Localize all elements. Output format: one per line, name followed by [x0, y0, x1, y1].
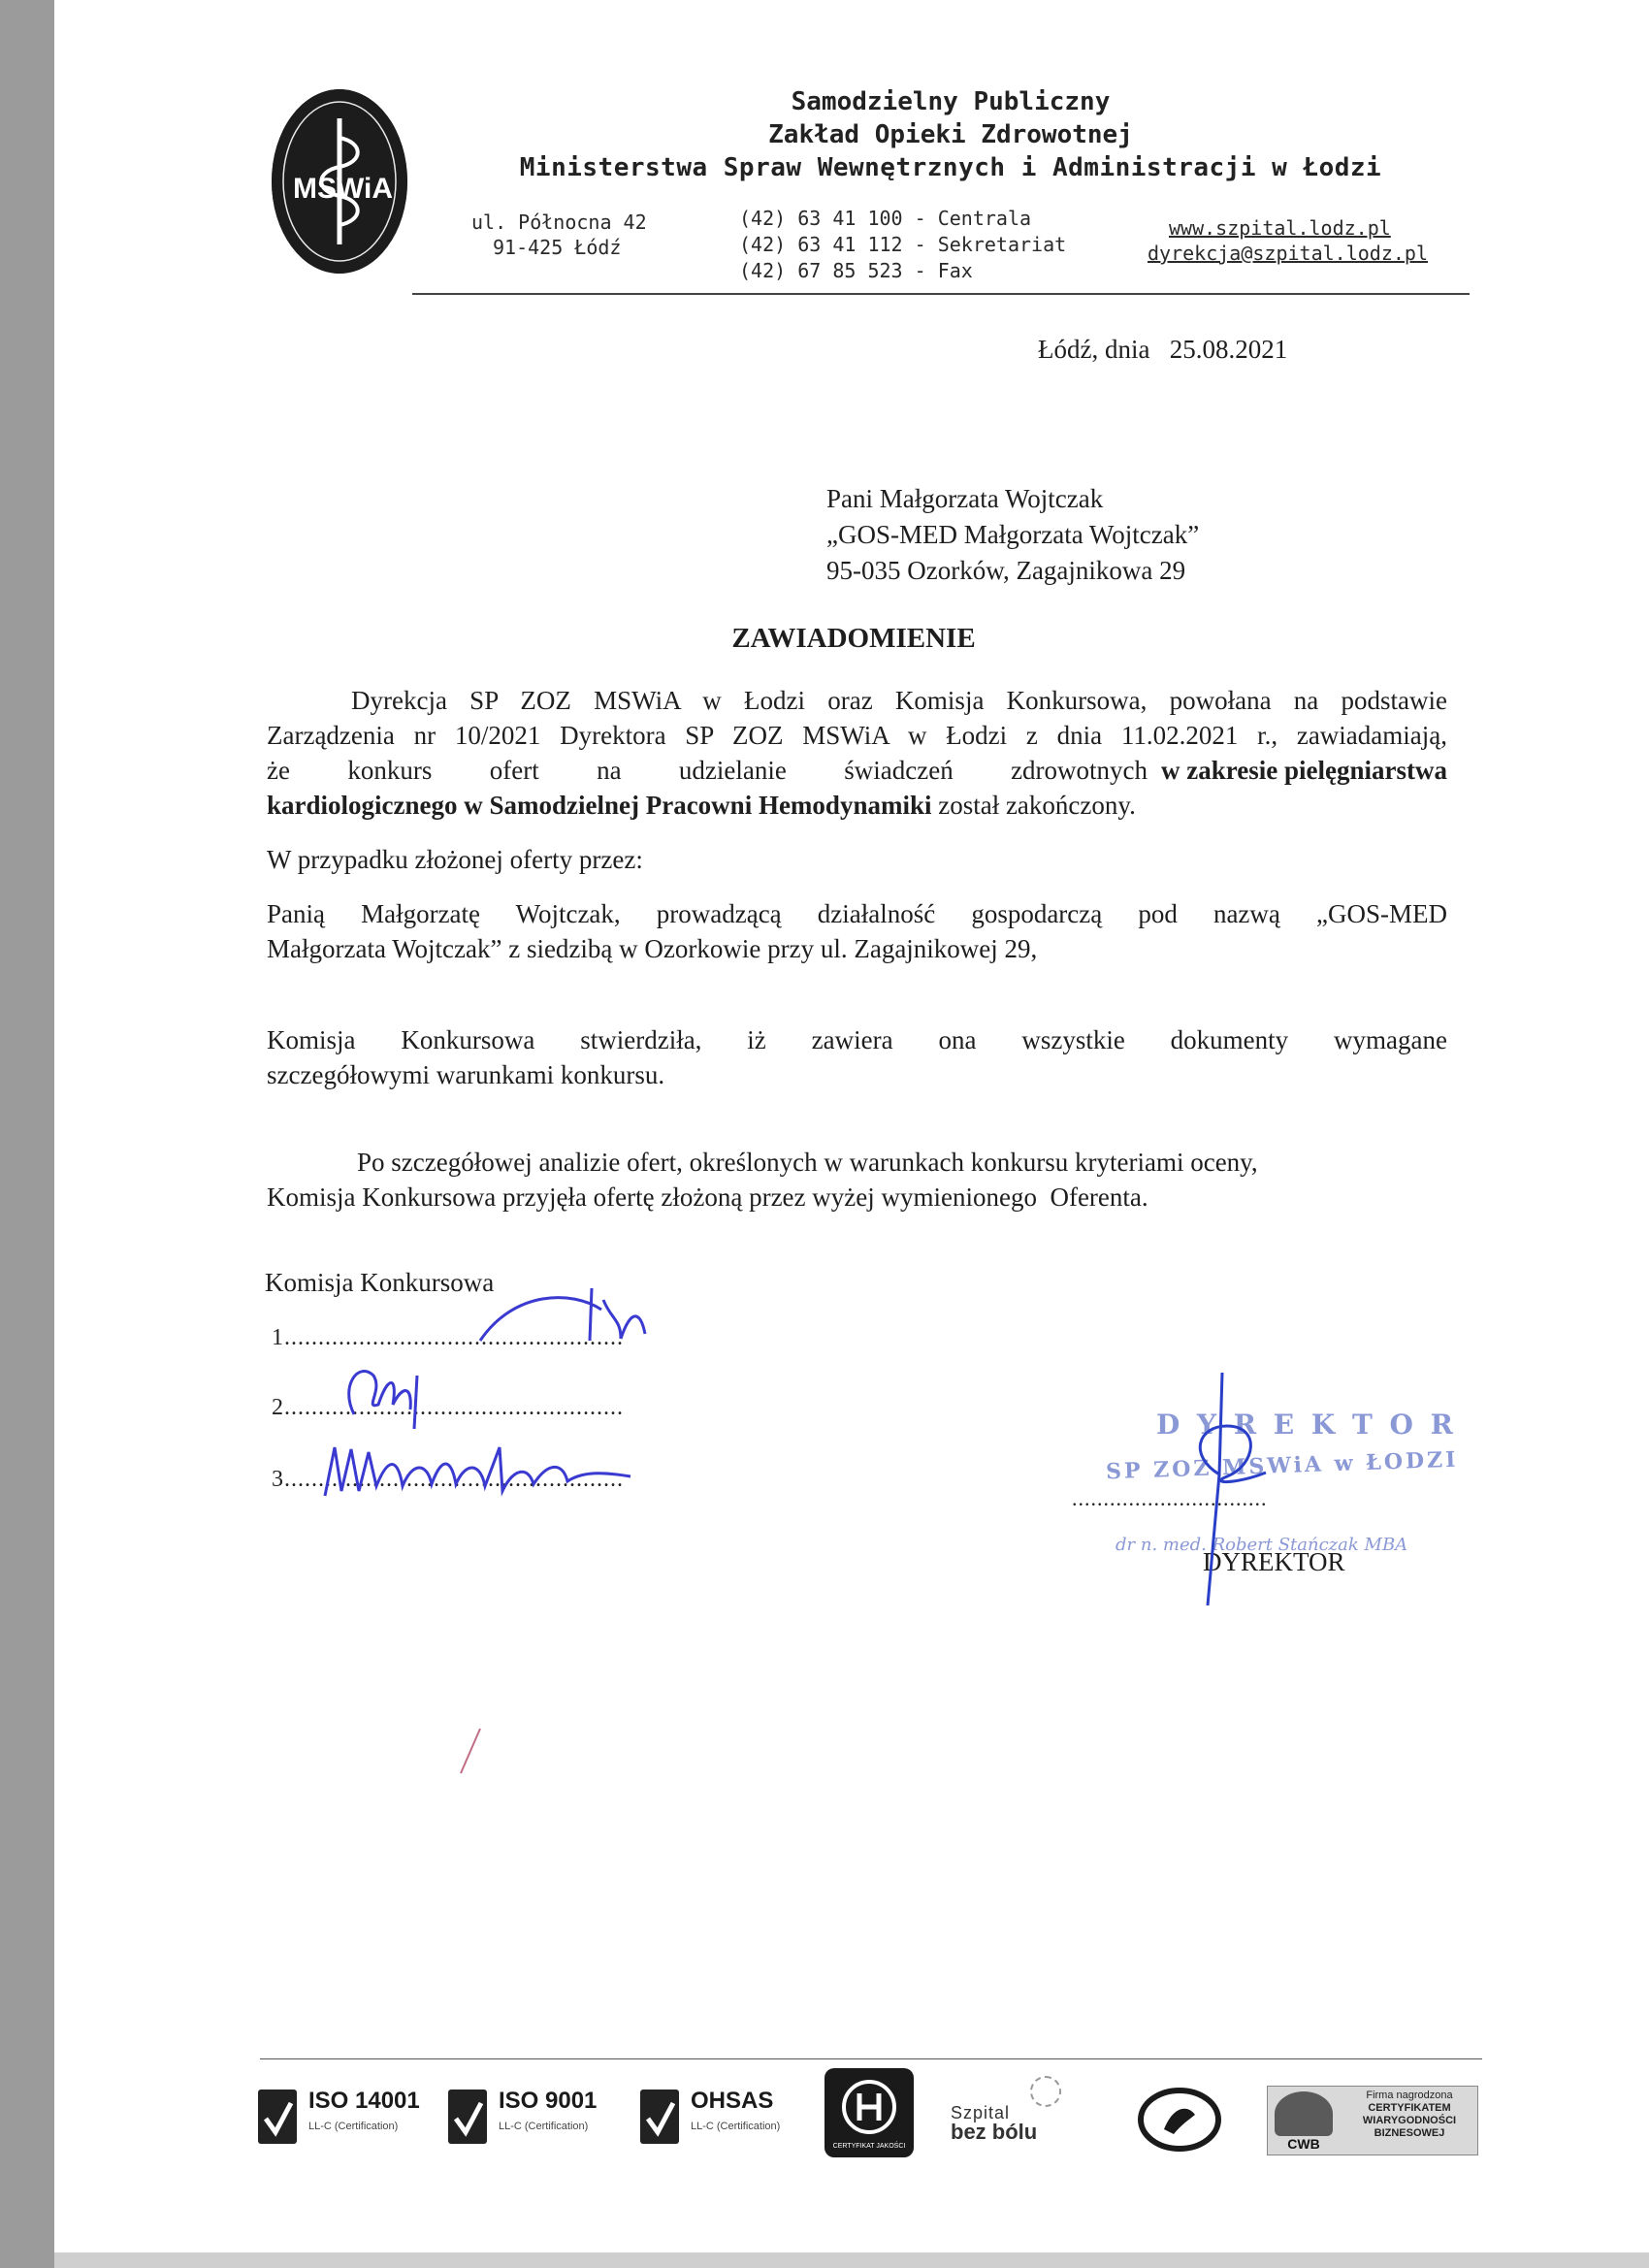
stamp-institution: SP ZOZ MSWiA w ŁODZI	[1105, 1446, 1459, 1485]
director-title: DYREKTOR	[1203, 1547, 1345, 1576]
body-p2: W przypadku złożonej oferty przez:	[267, 845, 643, 874]
logo-text: MSWiA	[293, 173, 394, 205]
body-p5-line2: Komisja Konkursowa przyjęła ofertę złożoną przez wyżej wymienionego Oferenta.	[267, 1183, 1148, 1212]
bez-bolu-line2: bez bólu	[951, 2120, 1038, 2144]
header-title-line2: Zakład Opieki Zdrowotnej	[768, 120, 1133, 149]
committee-member-3-line: 3..................................................	[272, 1467, 624, 1492]
document-date: Łódź, dnia 25.08.2021	[1038, 335, 1288, 364]
body-p1-line4	[267, 788, 1136, 823]
pen-mark	[456, 1725, 485, 1778]
cert-ohsas-name: OHSAS	[691, 2088, 774, 2114]
cert-iso14001-name: ISO 14001	[308, 2088, 420, 2114]
header-phone-sekretariat: (42) 63 41 112 - Sekretariat	[739, 233, 1067, 256]
director-signature-line: ...............................	[1072, 1486, 1268, 1510]
recipient-address: 95-035 Ozorków, Zagajnikowa 29	[826, 556, 1186, 585]
body-p1-line1: Dyrekcja SP ZOZ MSWiA w Łodzi oraz Komisja Konkursowa, powołana na podstawie	[351, 686, 1447, 715]
cwb-certificate-logo	[1267, 2086, 1476, 2154]
body-p4-line2: szczegółowymi warunkami konkursu.	[267, 1060, 665, 1089]
quality-certificate-badge	[824, 2068, 914, 2157]
cert-ohsas-sub: LL-C (Certification)	[691, 2121, 781, 2132]
header-website-link[interactable]: www.szpital.lodz.pl	[1169, 216, 1391, 240]
cert-check-icon	[640, 2090, 679, 2144]
body-p1-line4-bold: kardiologicznego w Samodzielnej Pracowni Hemodynamiki	[267, 791, 932, 820]
header-phone-fax: (42) 67 85 523 - Fax	[739, 259, 973, 282]
committee-heading: Komisja Konkursowa	[265, 1268, 495, 1297]
header-phone-centrala: (42) 63 41 100 - Centrala	[739, 207, 1032, 230]
header-divider	[412, 293, 1470, 295]
recipient-name: Pani Małgorzata Wojtczak	[826, 484, 1104, 513]
sun-icon	[1030, 2076, 1061, 2107]
scan-bottom-edge	[54, 2252, 1649, 2268]
body-p1-line4-plain: został zakończony.	[931, 791, 1136, 820]
mswia-logo	[272, 89, 407, 274]
stamp-director-name: dr n. med. Robert Stańczak MBA	[1116, 1535, 1408, 1555]
cwb-line1: Firma nagrodzona	[1366, 2090, 1453, 2101]
cert-check-icon	[258, 2090, 297, 2144]
body-p1-line3-bold: w zakresie pielęgniarstwa	[1161, 756, 1447, 785]
header-address-line2: 91-425 Łódź	[493, 236, 622, 259]
bez-bolu-line1: Szpital	[951, 2103, 1011, 2122]
cwb-logo-text: CWB	[1287, 2136, 1320, 2152]
committee-member-2-line: 2..................................................	[272, 1395, 624, 1420]
body-p1-line3-plain: że konkurs ofert na udzielanie świadczeń zdrowotnych	[267, 756, 1148, 785]
body-p5-line1: Po szczegółowej analizie ofert, określonych w warunkach konkursu kryteriami oceny,	[357, 1148, 1258, 1177]
header-title-line1: Samodzielny Publiczny	[791, 87, 1111, 116]
body-p1-line3	[267, 753, 1447, 788]
szpital-bez-bolu-logo	[951, 2103, 1037, 2145]
cert-iso9001-name: ISO 9001	[499, 2088, 598, 2114]
quality-badge-text: CERTYFIKAT JAKOŚCI	[832, 2143, 906, 2150]
header-address-line1: ul. Północna 42	[471, 211, 647, 234]
body-p3-line1: Panią Małgorzatę Wojtczak, prowadzącą działalność gospodarczą pod nazwą „GOS-MED	[267, 899, 1447, 928]
cwb-line2: CERTYFIKATEM	[1368, 2102, 1451, 2114]
round-emblem-logo	[1135, 2086, 1224, 2154]
body-p3-line2: Małgorzata Wojtczak” z siedzibą w Ozorkowie przy ul. Zagajnikowej 29,	[267, 934, 1038, 963]
stamp-director-title: D Y R E K T O R	[1156, 1409, 1457, 1441]
cert-iso9001-sub: LL-C (Certification)	[499, 2121, 589, 2132]
header-email-link[interactable]: dyrekcja@szpital.lodz.pl	[1148, 242, 1428, 265]
body-p4-line1: Komisja Konkursowa stwierdziła, iż zawiera ona wszystkie dokumenty wymagane	[267, 1025, 1447, 1054]
tree-icon	[1275, 2091, 1333, 2136]
document-title: ZAWIADOMIENIE	[731, 623, 976, 654]
header-title-line3: Ministerstwa Spraw Wewnętrznych i Administracji w Łodzi	[519, 153, 1382, 182]
committee-member-1-line: 1..................................................	[272, 1325, 624, 1350]
footer-divider	[260, 2058, 1482, 2059]
recipient-company: „GOS-MED Małgorzata Wojtczak”	[826, 520, 1200, 549]
cert-iso14001-sub: LL-C (Certification)	[308, 2121, 399, 2132]
cwb-line4: BIZNESOWEJ	[1374, 2127, 1445, 2139]
cwb-line3: WIARYGODNOŚCI	[1362, 2115, 1457, 2126]
scan-left-edge	[0, 0, 54, 2268]
cert-check-icon	[448, 2090, 487, 2144]
body-p1-line2: Zarządzenia nr 10/2021 Dyrektora SP ZOZ MSWiA w Łodzi z dnia 11.02.2021 r., zawiadamiają,	[267, 721, 1447, 750]
